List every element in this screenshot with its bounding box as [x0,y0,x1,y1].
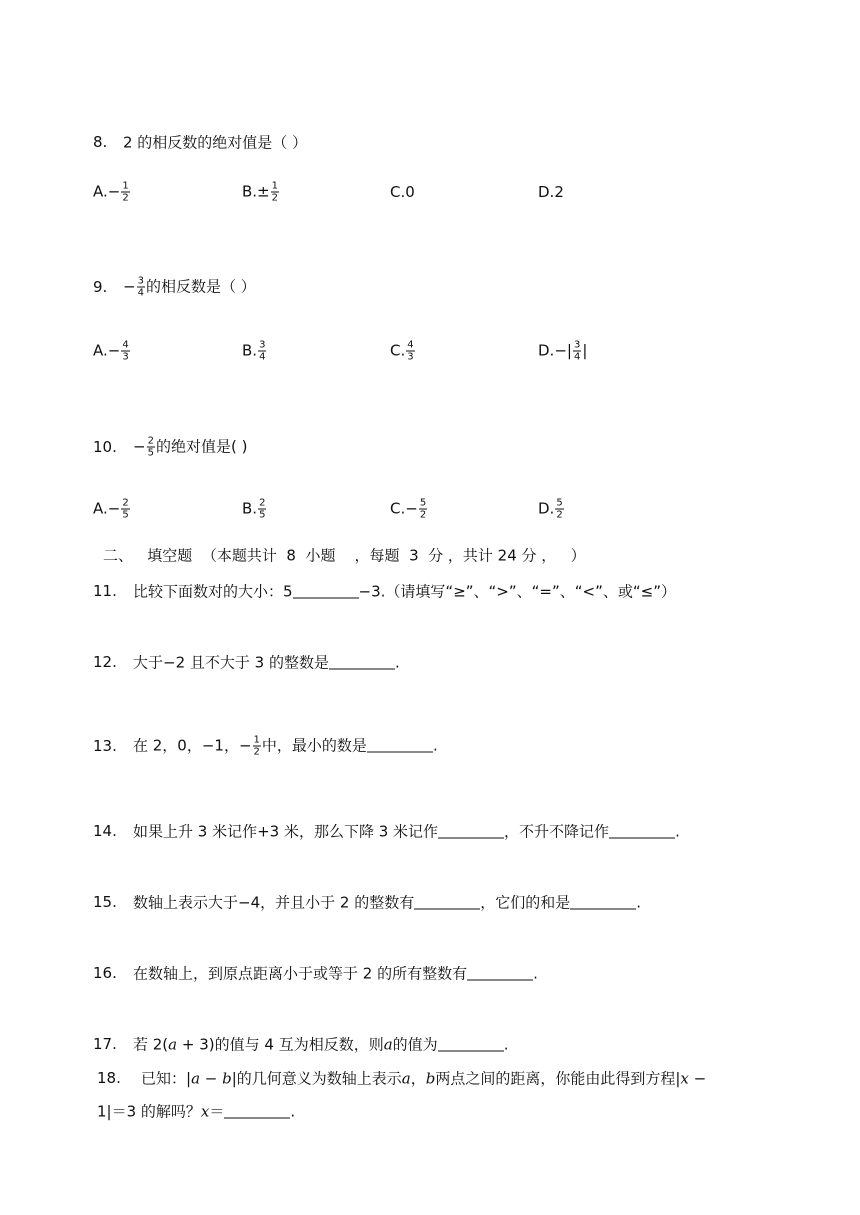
question-8-options [0,172,860,212]
option-a: A.− $\frac{1}{2}$ [93,180,129,204]
option-b: B. $\frac{2}{5}$ [242,497,266,521]
question-number: 11. [93,582,117,600]
answer-blank[interactable] [467,966,533,981]
question-10-options [0,489,860,529]
question-number: 10. [93,438,117,456]
question-stem: 比较下面数对的大小：5 −3.（请填写“≥”、“>”、“=”、“<”、或“≤”） [133,582,676,601]
option-d: D.2 [538,183,564,201]
question-stem-line-2: 1|＝3 的解吗？x＝ . [97,1102,296,1121]
answer-blank[interactable] [609,824,675,839]
answer-blank[interactable] [224,1104,290,1119]
question-number: 15. [93,893,117,911]
question-13 [0,726,860,766]
section-heading-text: 二、 填空题 （本题共计 8 小题 ，每题 3 分 ，共计 24 分 ， ） [103,546,586,565]
question-number: 16. [93,964,117,982]
option-a: A.− $\frac{2}{5}$ [93,497,129,521]
question-18-line-2 [0,1091,860,1131]
option-d: D.−| $\frac{3}{4}$ | [538,339,588,363]
question-stem: 在数轴上，到原点距离小于或等于 2 的所有整数有 . [133,964,538,983]
option-c: C.− $\frac{5}{2}$ [390,497,427,521]
answer-blank[interactable] [438,1037,504,1052]
question-stem: − $\frac{3}{4}$ 的相反数是（ ） [123,275,256,299]
answer-blank[interactable] [570,895,636,910]
option-b: B.± $\frac{1}{2}$ [242,180,279,204]
answer-blank[interactable] [367,738,433,753]
question-number: 12. [93,653,117,671]
option-c: C. $\frac{4}{3}$ [390,339,414,363]
question-number: 13. [93,737,117,755]
answer-blank[interactable] [329,655,395,670]
question-16 [0,953,860,993]
question-number: 14. [93,822,117,840]
question-9-options [0,331,860,371]
question-stem: 大于−2 且不大于 3 的整数是 . [133,653,400,672]
question-14 [0,811,860,851]
section-2-heading [0,535,860,575]
option-b: B. $\frac{3}{4}$ [242,339,266,363]
question-stem: 数轴上表示大于−4，并且小于 2 的整数有 ，它们的和是 . [133,893,641,912]
question-15 [0,882,860,922]
question-stem: − $\frac{2}{5}$ 的绝对值是( ) [133,435,248,459]
question-number: 9. [93,278,108,296]
question-stem-line-1: 已知：|a − b|的几何意义为数轴上表示a，b两点之间的距离，你能由此得到方程|x − [141,1069,707,1088]
question-12 [0,642,860,682]
question-11 [0,571,860,611]
answer-blank[interactable] [438,824,504,839]
option-a: A.− $\frac{4}{3}$ [93,339,129,363]
question-8 [0,122,860,162]
option-d: D. $\frac{5}{2}$ [538,497,563,521]
question-stem: 2 的相反数的绝对值是（ ） [123,133,308,152]
question-number: 18. [97,1069,121,1087]
question-10 [0,427,860,467]
question-stem: 若 2(a + 3)的值与 4 互为相反数，则a的值为 . [133,1035,509,1054]
answer-blank[interactable] [293,584,359,599]
question-stem: 如果上升 3 米记作+3 米，那么下降 3 米记作 ，不升不降记作 . [133,822,680,841]
option-c: C.0 [390,183,415,201]
question-number: 17. [93,1035,117,1053]
question-number: 8. [93,133,108,151]
answer-blank[interactable] [414,895,480,910]
question-9 [0,267,860,307]
question-stem: 在 2，0，−1，− $\frac{1}{2}$ 中，最小的数是 . [133,734,438,758]
